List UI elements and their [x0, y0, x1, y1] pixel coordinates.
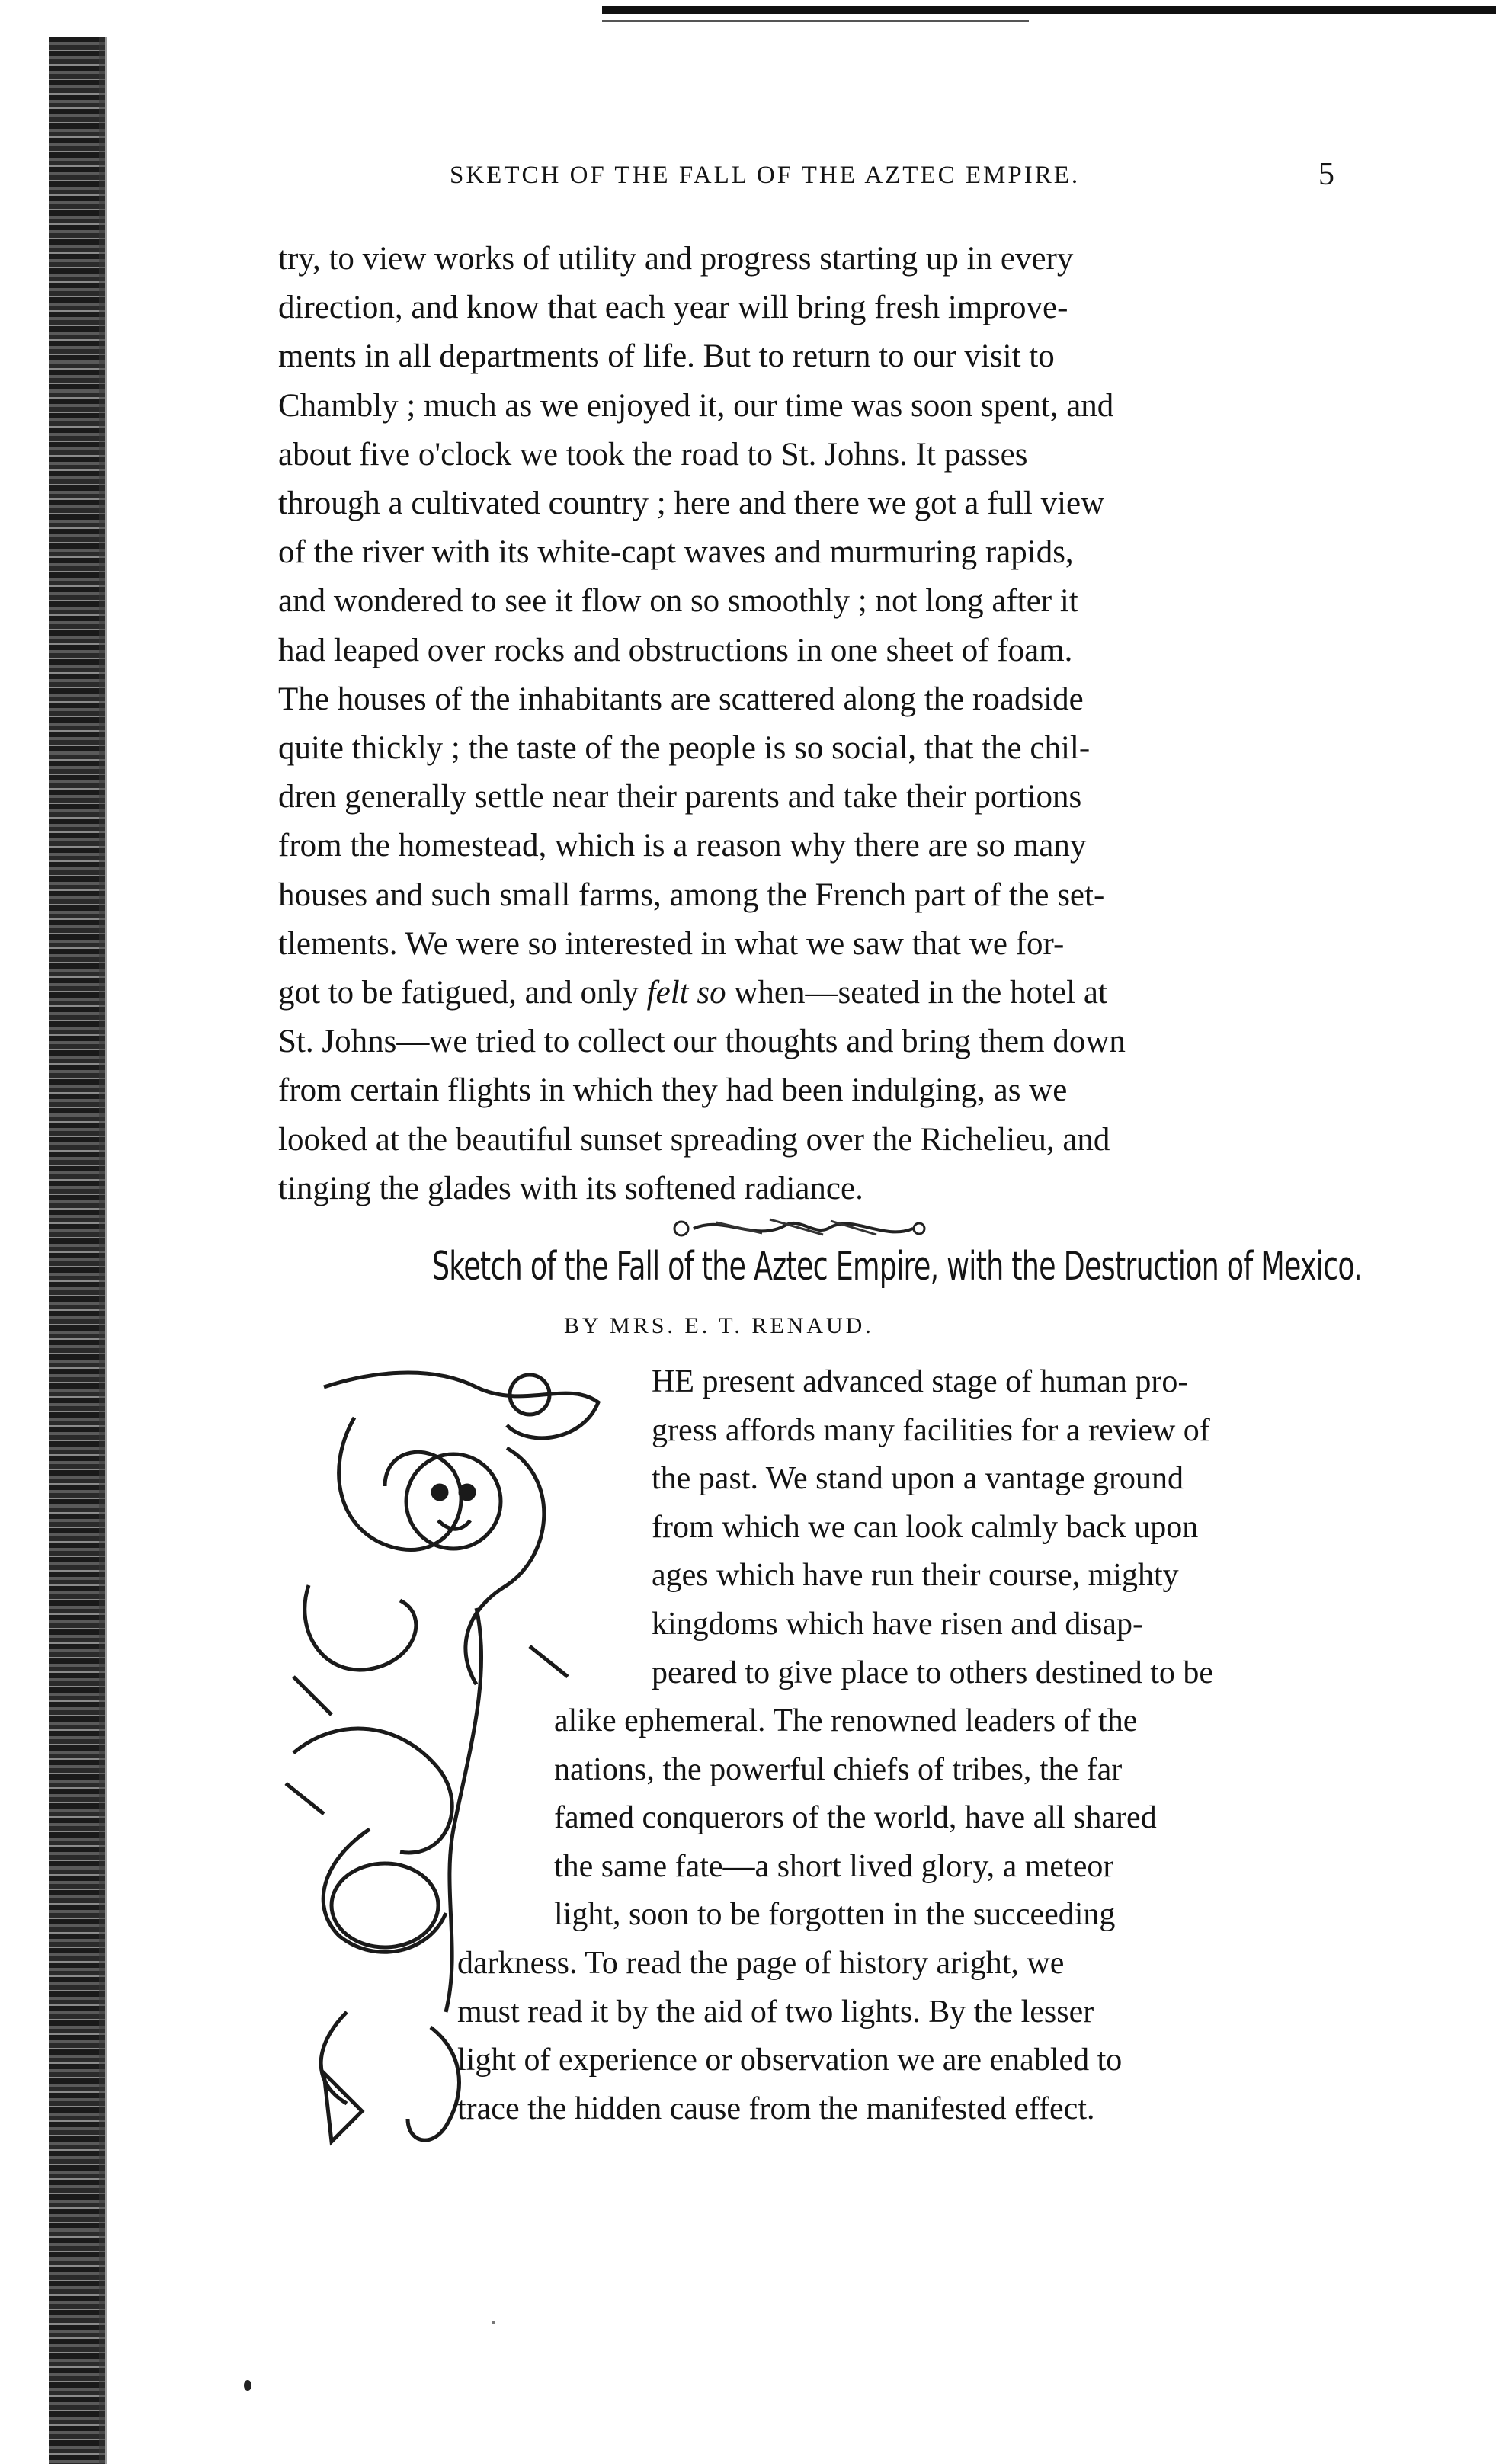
section-divider-ornament [671, 1212, 930, 1242]
body-line-tail: when—seated in the hotel at [734, 975, 1107, 1011]
binding-shadow [99, 37, 107, 2464]
article-line: alike ephemeral. The renowned leaders of the [554, 1703, 1138, 1738]
article-line: ages which have run their course, mighty [652, 1558, 1179, 1594]
body-line: direction, and know that each year will bring fresh improve- [278, 290, 1068, 326]
running-head: SKETCH OF THE FALL OF THE AZTEC EMPIRE. [450, 162, 1081, 189]
byline: BY MRS. E. T. RENAUD. [564, 1313, 874, 1338]
body-line: looked at the beautiful sunset spreading over the Richelieu, and [278, 1121, 1110, 1158]
body-line: try, to view works of utility and progress starting up in every [278, 241, 1074, 277]
article-line: famed conquerors of the world, have all shared [554, 1800, 1157, 1836]
body-line: quite thickly ; the taste of the people is so social, that the chil- [278, 730, 1091, 767]
body-line: and wondered to see it flow on so smoothly ; not long after it [278, 583, 1078, 620]
article-line: light of experience or observation we are enabled to [457, 2043, 1123, 2078]
article-paragraph-col3 [457, 1940, 1337, 2133]
paper-speck [492, 2321, 495, 2324]
article-line: must read it by the aid of two lights. By the lesser [457, 1994, 1094, 2030]
body-line: of the river with its white-capt waves and murmuring rapids, [278, 534, 1074, 571]
article-paragraph-col1 [652, 1358, 1337, 1697]
body-line: from the homestead, which is a reason why there are so many [278, 828, 1087, 864]
ink-dot [244, 2380, 251, 2391]
body-line: ments in all departments of life. But to return to our visit to [278, 338, 1055, 375]
article-line: kingdoms which have risen and disap- [652, 1606, 1144, 1642]
article-paragraph-col2 [554, 1697, 1337, 1940]
body-line-head: got to be fatigued, and only [278, 975, 639, 1011]
italic-emphasis: felt so [646, 975, 726, 1011]
article-line: nations, the powerful chiefs of tribes, the far [554, 1751, 1123, 1787]
body-line: tlements. We were so interested in what we saw that we for- [278, 925, 1065, 962]
body-line: Chambly ; much as we enjoyed it, our time was soon spent, and [278, 387, 1114, 424]
body-line: St. Johns—we tried to collect our thoughts and bring them down [278, 1024, 1126, 1060]
article-line: light, soon to be forgotten in the succeeding [554, 1897, 1116, 1933]
body-line: houses and such small farms, among the French part of the set- [278, 876, 1105, 913]
body-line: tinging the glades with its softened radiance. [278, 1170, 863, 1206]
body-line: had leaped over rocks and obstructions in one sheet of foam. [278, 632, 1073, 668]
page-number: 5 [1318, 157, 1334, 192]
article-line: peared to give place to others destined to be [652, 1655, 1214, 1690]
article-title: Sketch of the Fall of the Aztec Empire, with the Destruction of Mexico. [431, 1244, 1362, 1290]
article-line: the past. We stand upon a vantage ground [652, 1461, 1184, 1497]
body-line: The houses of the inhabitants are scattered along the roadside [278, 681, 1084, 717]
body-line: from certain flights in which they had been indulging, as we [278, 1072, 1068, 1109]
article-line: from which we can look calmly back upon [652, 1509, 1199, 1545]
article-line: gress affords many facilities for a review of [652, 1412, 1210, 1448]
top-rule-thin [602, 20, 1029, 22]
top-rule [602, 6, 1496, 14]
body-text [278, 235, 1337, 1213]
body-line-emphasis [278, 969, 1337, 1017]
body-line: through a cultivated country ; here and there we got a full view [278, 485, 1105, 522]
body-line: dren generally settle near their parents and take their portions [278, 779, 1082, 815]
body-line: about five o'clock we took the road to St. Johns. It passes [278, 436, 1028, 473]
article-line: HE present advanced stage of human pro- [652, 1364, 1189, 1399]
book-binding-edge [49, 37, 105, 2464]
article-line: the same fate—a short lived glory, a meteor [554, 1848, 1114, 1884]
article-line: darkness. To read the page of history aright, we [457, 1946, 1065, 1981]
article-line: trace the hidden cause from the manifested effect. [457, 2091, 1095, 2126]
